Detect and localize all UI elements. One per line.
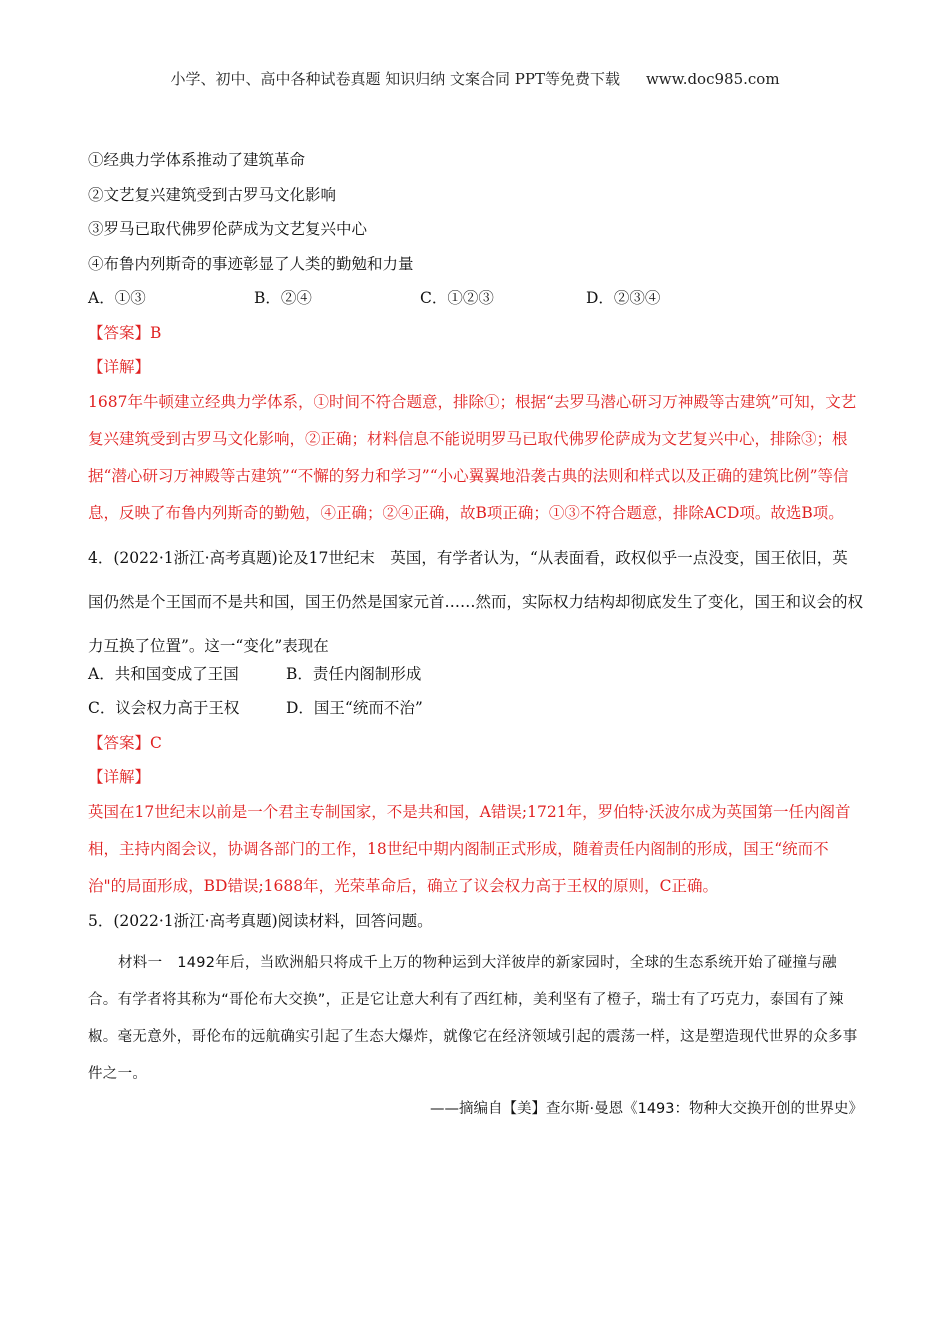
q3-statement-4: ④布鲁内列斯奇的事迹彰显了人类的勤勉和力量	[88, 254, 414, 273]
q4-options-row2	[88, 698, 863, 718]
q4-detail-label: 【详解】	[88, 768, 151, 786]
q3-option-d: D．②③④	[586, 289, 661, 307]
q4-option-a: A．共和国变成了王国	[88, 664, 239, 683]
q5-material: 材料一 1492年后，当欧洲船只将成千上万的物种运到大洋彼岸的新家园时，全球的生态系统开始了碰撞与融合。有学者将其称为“哥伦布大交换”，正是它让意大利有了西红柿，美利坚有了橙子，瑞士有了巧克力，泰国有了辣椒。毫无意外，哥伦布的远航确实引起了生态大爆炸，就像它在经济领域引起的震荡一样，这是塑造现代世界的众多事件之一。	[88, 955, 858, 1082]
q3-statement-2: ②文艺复兴建筑受到古罗马文化影响	[88, 185, 337, 204]
document-body	[88, 150, 863, 1118]
q4-option-d: D．国王“统而不治”	[286, 699, 423, 717]
q4-options-row1	[88, 664, 863, 684]
q3-explanation: 1687年牛顿建立经典力学体系，①时间不符合题意，排除①；根据“去罗马潜心研习万神殿等古建筑”可知，文艺复兴建筑受到古罗马文化影响，②正确；材料信息不能说明罗马已取代佛罗伦萨成为文艺复兴中心，排除③；根据“潜心研习万神殿等古建筑”“不懈的努力和学习”“小心翼翼地沿袭古典的法则和样式以及正确的建筑比例”等信息，反映了布鲁内列斯奇的勤勉，④正确；②④正确，故B项正确；①③不符合题意，排除ACD项。故选B项。	[88, 392, 857, 522]
q4-stem: 4．(2022·1浙江·高考真题)论及17世纪末 英国，有学者认为，“从表面看，政权似乎一点没变，国王依旧，英国仍然是个王国而不是共和国，国王仍然是国家元首……然而，实际权力结构却彻底发生了变化，国王和议会的权力互换了位置”。这一“变化”表现在	[88, 548, 864, 655]
header-text: 小学、初中、高中各种试卷真题 知识归纳 文案合同 PPT等免费下载	[170, 70, 620, 88]
q4-option-c: C．议会权力高于王权	[88, 699, 240, 717]
q3-answer: 【答案】B	[88, 323, 162, 342]
q3-statement-1: ①经典力学体系推动了建筑革命	[88, 151, 306, 169]
q5-source: ——摘编自【美】查尔斯·曼恩《1493：物种大交换开创的世界史》	[429, 1101, 863, 1117]
page-header	[0, 68, 950, 89]
q4-answer: 【答案】C	[88, 733, 162, 752]
q3-statement-3: ③罗马已取代佛罗伦萨成为文艺复兴中心	[88, 220, 368, 238]
q4-option-b: B．责任内阁制形成	[286, 664, 422, 683]
q3-options	[88, 288, 863, 308]
q5-stem: 5．(2022·1浙江·高考真题)阅读材料，回答问题。	[88, 911, 433, 930]
q3-option-b: B．②④	[254, 289, 312, 307]
q3-option-c: C．①②③	[420, 289, 494, 307]
q3-option-a: A．①③	[88, 289, 146, 307]
q3-detail-label: 【详解】	[88, 358, 151, 376]
q4-explanation: 英国在17世纪末以前是一个君主专制国家，不是共和国，A错误;1721年，罗伯特·沃波尔成为英国第一任内阁首相，主持内阁会议，协调各部门的工作，18世纪中期内阁制正式形成，随着责任内阁制的形成，国王“统而不治"的局面形成，BD错误;1688年，光荣革命后，确立了议会权力高于王权的原则，C正确。	[88, 802, 851, 895]
header-url[interactable]: www.doc985.com	[645, 70, 780, 88]
